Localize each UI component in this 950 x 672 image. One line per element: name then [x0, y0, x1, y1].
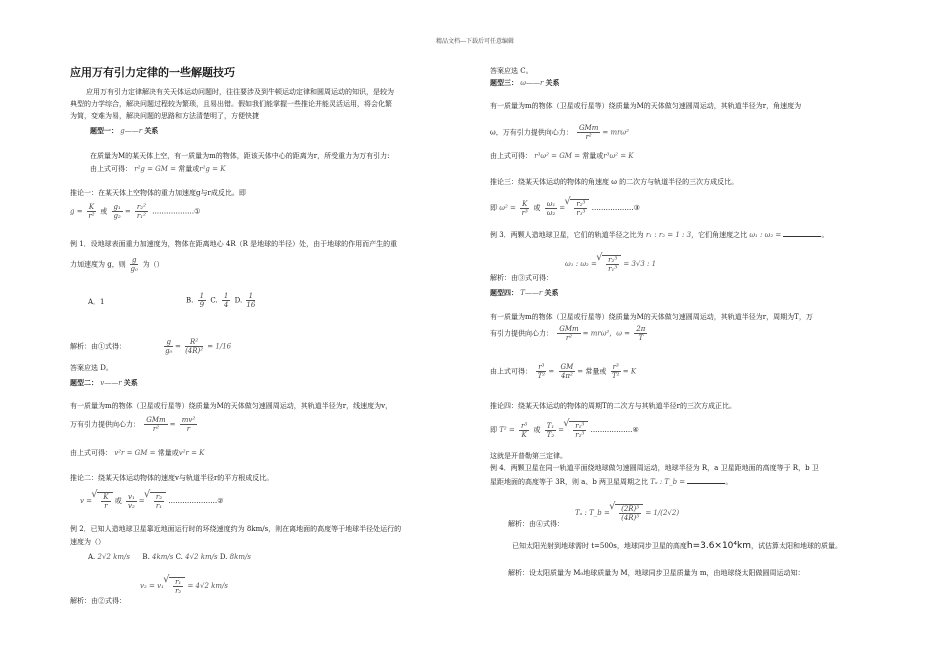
answer-blank: [783, 230, 821, 237]
topic-relation: 关系: [544, 289, 559, 297]
value: 2√2 km/s: [97, 553, 130, 561]
equation-number: ………………④: [590, 426, 639, 434]
solution-4-formula: Tₐ : T_b = √ $\frac{\text{(2R)³}}{\text{(4R)³}}$ = 1/(2√2): [575, 504, 679, 522]
text: ，它们角速度之比: [691, 231, 748, 239]
paragraph-1: 在质量为M的某天体上空，有一质量为m的物体，距该天体中心的距离为r，所受重力为万有引力:: [90, 152, 390, 160]
example-4-line-1: 例 4．两颗卫星在同一轨道平面绕地球做匀速圆周运动，地球半径为 R，a 卫星距地面的高度等于 R，b 卫: [490, 464, 819, 472]
topic-relation: 关系: [545, 79, 560, 87]
paragraph-1b: [90, 165, 225, 174]
text: ω，万有引力提供向心力：: [490, 128, 573, 137]
text: 解析：由①式得：: [70, 342, 126, 351]
text: 有引力提供向心力：: [490, 329, 553, 338]
fraction: $\frac{1}{4}$: [223, 292, 229, 309]
intro-line-1: 应用万有引力定律解决有关天体运动问题时，往往要涉及到牛顿运动定律和圆周运动的知识，是较为: [86, 88, 394, 96]
symbol: r: [138, 127, 143, 135]
text: 常量或: [585, 367, 607, 376]
formula: v²r = GM =: [114, 449, 158, 457]
symbol: ω: [520, 79, 526, 87]
text: 常量或: [157, 449, 179, 457]
topic-relation: 关系: [144, 127, 159, 135]
symbol: r: [538, 289, 543, 297]
intro-line-2: 典型的力学综合，解决问题过程较为繁琐，且易出错。假如我们能掌握一些推论并能灵活运用，将会化繁: [70, 100, 392, 108]
example-3: 例 3．两颗人造地球卫星，它们的轨道半径之比为 r₁ : r₂ = 1 : 3，它们角速度之比 ω₁ : ω₂ = 。: [490, 231, 829, 239]
text: 或: [100, 207, 108, 216]
fraction: GMm r²: [146, 416, 166, 433]
article-title: 应用万有引力定律的一些解题技巧: [70, 66, 235, 79]
answer-1: 答案应选 D。: [70, 364, 113, 372]
formula-3-row: 即 ω² = $\frac{K}{\text{r³}}$ 或 $\frac{\text{ω₁}}{\text{ω₂}}$ = √ $\frac{\text{r₂³}}{\text{r₁³}}$ ………………③: [490, 199, 640, 217]
option-a: A．1: [88, 298, 105, 306]
option-a: A.: [88, 553, 96, 561]
topic-label: 题型二：: [70, 379, 98, 387]
solution-1: 解析：由①式得： $\frac{g}{\text{g₀}}$ = $\frac{\text{R²}}{\text{(4R)²}}$ = 1/16: [70, 338, 232, 355]
fraction: $\frac{g}{\text{g₀}}$: [165, 338, 173, 355]
text: 常量或: [582, 152, 604, 160]
topic-1-heading: 题型一： g——r 关系: [90, 127, 159, 135]
example-1-line-1: 例 1．设地球表面重力加速度为，物体在距离地心 4R（R 是地球的半径）处，由于地球的作用而产生的重: [70, 240, 398, 248]
text: 万有引力提供向心力：: [70, 420, 140, 429]
fraction: $\frac{1}{9}$: [199, 292, 205, 309]
example-5: [512, 542, 842, 551]
equation-number: …………………②: [168, 497, 224, 505]
example-4-line-2: 星距地面的高度等于 3R，则 a、b 两卫星周期之比 Tₐ : T_b = 。: [490, 478, 733, 486]
inference-1: 推论一：在某天体上空物体的重力加速度g与r成反比。即: [70, 189, 246, 197]
fraction: $\frac{\text{r³}}{K}$: [521, 421, 528, 439]
solution-2-formula: v₂ = v₁ √ $\frac{\text{r₁}}{\text{r₂}}$ = 4√2 km/s: [140, 577, 228, 595]
topic-label: 题型一：: [90, 127, 118, 135]
symbol: T: [520, 289, 525, 297]
symbol: v: [100, 379, 105, 387]
option-c: C.: [175, 553, 183, 561]
value: 4√2 km/s: [185, 553, 218, 561]
paragraph-3: 有一质量为m的物体（卫星或行星等）绕质量为M的天体做匀速圆周运动，其轨道半径为r，角速度为: [490, 102, 802, 110]
fraction: $\frac{\text{r₂²}}{\text{r₁²}}$: [136, 203, 146, 220]
fraction: GMm r²: [559, 325, 579, 342]
result: = 1/(2√2): [645, 509, 680, 517]
symbol: g: [120, 127, 125, 135]
topic-3-heading: 题型三： ω——r 关系: [490, 79, 560, 87]
fraction: $\frac{\text{r³}}{\text{T²}}$: [611, 363, 620, 380]
solution-4: 解析：由④式得：: [508, 520, 564, 528]
fraction: $\frac{\text{R²}}{\text{(4R)²}}$: [185, 338, 204, 355]
value: 8km/s: [229, 553, 251, 561]
fraction: $\frac{K}{\text{r²}}$: [88, 203, 95, 220]
text: 已知太阳光射到地球需时 t=500s，地球同步卫星的高度: [512, 542, 687, 550]
text: 或: [533, 204, 541, 212]
answer-blank: [687, 477, 725, 484]
inference-2: 推论二：绕某天体运动物体的速度v与轨道半径r的平方根成反比。: [70, 474, 274, 482]
formula: v²r = K: [178, 449, 205, 457]
topic-label: 题型三：: [490, 79, 518, 87]
fraction: $\frac{GM}{\text{4π²}}$: [560, 363, 574, 380]
option-b: B.: [142, 553, 150, 561]
fraction: $\frac{g}{\text{g₀}}$: [130, 256, 138, 273]
paragraph-2c: [70, 449, 204, 458]
paragraph-4b: 有引力提供向心力： GMm r² = mrω²，ω = $\frac{2\pi}{T}$: [490, 325, 646, 342]
text: 常量或: [178, 165, 200, 173]
kepler-note: 这就是开普勒第三定律。: [490, 452, 567, 460]
topic-2-heading: 题型二： v——r 关系: [70, 379, 138, 387]
fraction: $\frac{\text{r³}}{\text{T²}}$: [537, 363, 546, 380]
text: 由上式可得：: [490, 152, 532, 160]
result: = 4√2 km/s: [187, 582, 228, 590]
text: 星距地面的高度等于 3R，则 a、b 两卫星周期之比: [490, 478, 649, 486]
text: 由上式可得：: [490, 367, 532, 376]
topic-relation: 关系: [123, 379, 138, 387]
text: 力加速度为 g，则: [70, 260, 126, 269]
inference-4: 推论四：绕某天体运动的物体的周期T的二次方与其轨道半径r的三次方成正比。: [490, 402, 737, 410]
answer-2: 答案应选 C。: [490, 67, 533, 75]
formula: r₁ : r₂ = 1 : 3: [645, 231, 692, 239]
text: 即: [490, 204, 497, 212]
text: 即: [490, 426, 497, 434]
equation-number: ………………①: [152, 207, 201, 216]
example-2-options: [88, 553, 251, 562]
paragraph-3c: [490, 152, 634, 161]
text: 或: [114, 497, 122, 505]
fraction: GMm r²: [578, 124, 599, 141]
topic-label: 题型四：: [490, 289, 518, 297]
value: 4km/s: [152, 553, 174, 561]
formula-4-row: 即 T² = $\frac{\text{r³}}{K}$ 或 $\frac{\text{T₁}}{\text{T₂}}$ = √ $\frac{\text{r₁³}}{\text{r₂³}}$ ………………④: [490, 421, 639, 439]
inference-3: 推论三：绕某天体运动的物体的角速度 ω 的二次方与轨道半径的三次方成反比。: [490, 178, 739, 186]
fraction: $\frac{1}{16}$: [246, 292, 256, 309]
text: 为（）: [142, 260, 164, 269]
paragraph-4: 有一质量为m的物体（卫星或行星等）绕质量为M的天体做匀速圆周运动，其轨道半径为r，周期为T，万: [490, 313, 813, 321]
result: = 1/16: [207, 342, 232, 351]
formula: r³ω² = GM =: [534, 152, 583, 160]
text: 。: [821, 231, 829, 239]
intro-line-3: 为简，变难为易，解决问题的思路和方法清楚明了，方便快捷: [70, 112, 259, 120]
option-d: D.: [219, 553, 228, 561]
fraction: $\frac{\text{ω₁}}{\text{ω₂}}$: [546, 199, 556, 217]
example-2-line-1: 例 2．已知人造地球卫星靠近地面运行时的环绕速度约为 8km/s，则在离地面的高度等于地球半径处运行的: [70, 525, 402, 533]
solution-3: 解析：由③式可得：: [490, 274, 553, 282]
fraction: $\frac{2\pi}{T}$: [636, 325, 646, 342]
paragraph-2b: 万有引力提供向心力： GMm r² = $\frac{\text{mv²}}{r}$: [70, 416, 196, 433]
fraction: $\frac{\text{g₁}}{\text{g₂}}$: [113, 203, 121, 220]
solution-2: 解析：由②式得：: [70, 597, 126, 605]
text: ，试估算太阳和地球的质量。: [751, 542, 842, 550]
formula-1-row: g = $\frac{K}{\text{r²}}$ 或 $\frac{\text{g₁}}{\text{g₂}}$ = $\frac{\text{r₂²}}{\text{r₁²}}$ ………………①: [70, 203, 201, 220]
text: 例 3．两颗人造地球卫星，它们的轨道半径之比为: [490, 231, 644, 239]
option-d: D.: [234, 296, 243, 305]
option-c: C.: [210, 296, 218, 305]
fraction: $\frac{K}{\text{r³}}$: [521, 199, 528, 217]
fraction: $\frac{\text{mv²}}{r}$: [181, 416, 196, 433]
example-2-line-2: 速度为（）: [70, 538, 105, 546]
formula: r²g = GM =: [134, 165, 179, 173]
solution-3-formula: ω₁ : ω₂ = √ $\frac{\text{r₂³}}{\text{r₁³}}$ = 3√3 : 1: [565, 255, 656, 273]
example-1-line-2: [70, 256, 164, 273]
formula: r³ω² = K: [603, 152, 634, 160]
options-bcd: [186, 292, 257, 309]
formula: h=3.6×10⁴km: [686, 541, 751, 551]
fraction: $\frac{\text{v₁}}{\text{v₂}}$: [127, 492, 135, 510]
equation-number: ………………③: [591, 204, 640, 212]
fraction: $\frac{\text{T₁}}{\text{T₂}}$: [546, 421, 555, 439]
paragraph-4c: 由上式可得： $\frac{\text{r³}}{\text{T²}}$ = $\frac{GM}{\text{4π²}}$ = 常量或 $\frac{\text{r³}}{\text{T²}}$ = K: [490, 363, 637, 380]
option-b: B.: [186, 296, 194, 305]
symbol: r: [539, 79, 544, 87]
formula-2-row: v = √ $\frac{K}{r}$ 或 $\frac{\text{v₁}}{\text{v₂}}$ = √ $\frac{\text{r₂}}{\text{r₁}}$ …………………②: [80, 492, 224, 510]
paragraph-3b: ω，万有引力提供向心力： GMm r² = mrω²: [490, 124, 629, 141]
page-header: 精品文档---下载后可任意编辑: [435, 38, 515, 45]
text: 由上式可得：: [70, 449, 112, 457]
text: 或: [533, 426, 541, 434]
formula: r²g = K: [199, 165, 226, 173]
paragraph-2: 有一质量为m的物体（卫星或行星等）绕质量为M的天体做匀速圆周运动，其轨道半径为r，线速度为v，: [70, 402, 393, 410]
solution-5: 解析：设太阳质量为 M₀地球质量为 M，地球同步卫星质量为 m，由地球绕太阳做圆周运动知：: [508, 569, 805, 577]
text: 。: [725, 478, 733, 486]
text: 由上式可得：: [90, 165, 132, 173]
symbol: r: [118, 379, 122, 387]
topic-4-heading: 题型四： T——r 关系: [490, 289, 559, 297]
